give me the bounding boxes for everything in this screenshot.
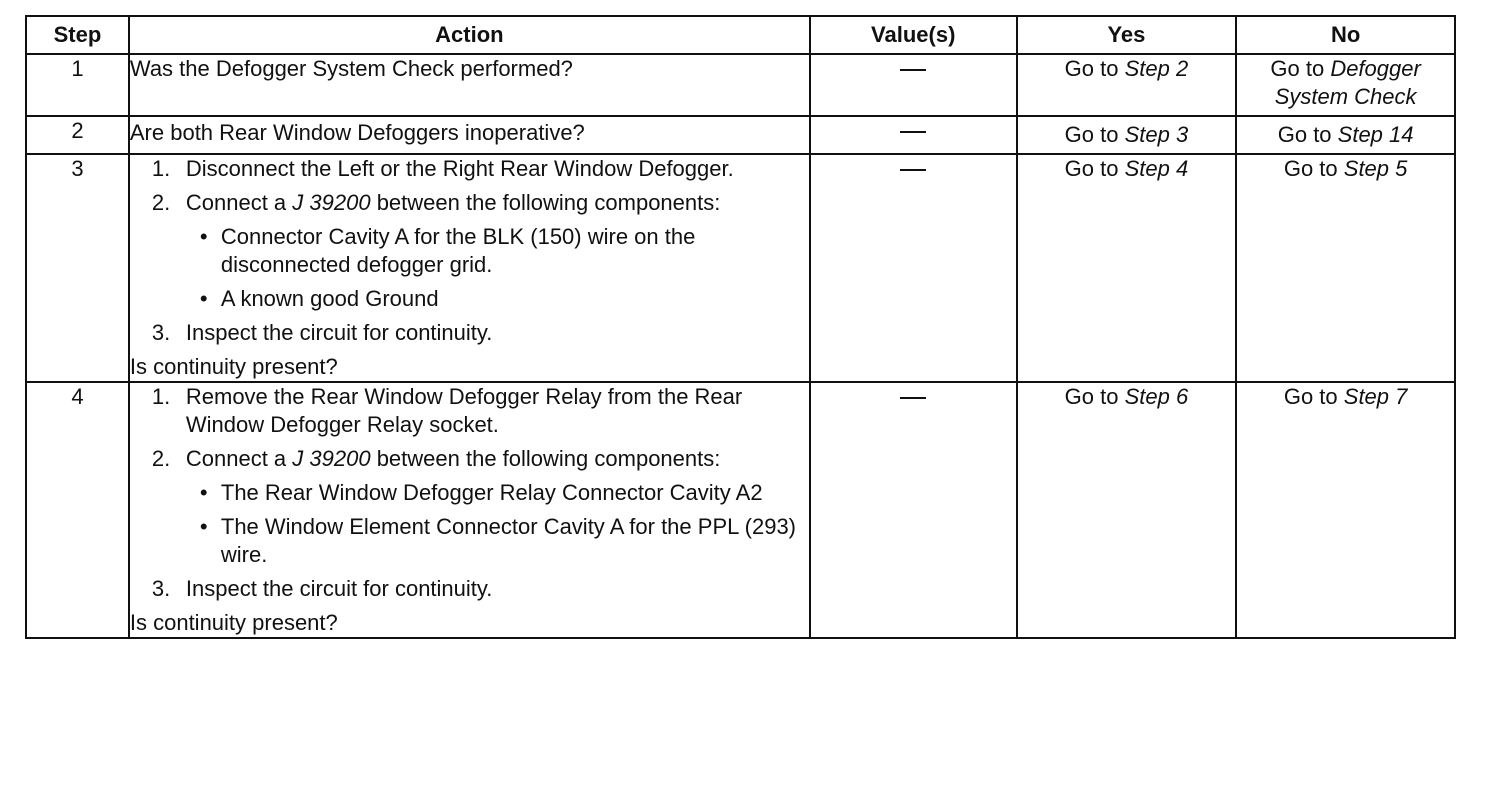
item-number: 3. [151, 320, 171, 345]
header-row [26, 16, 1455, 54]
procedure-list [130, 155, 809, 347]
question-text: Is continuity present? [129, 610, 338, 635]
value-cell [810, 154, 1017, 382]
empty-value-dash [900, 131, 926, 133]
yes-result [1017, 154, 1237, 382]
item-text-pre: Connect a [185, 190, 293, 215]
header-no: No [1236, 16, 1455, 54]
procedure-item [130, 189, 809, 313]
step-number: 1 [26, 54, 129, 116]
no-step-link[interactable]: Step 14 [1337, 122, 1414, 147]
item-number: 2. [151, 446, 171, 471]
step-number: 4 [26, 382, 129, 638]
yes-step-link[interactable]: Step 3 [1124, 122, 1189, 147]
yes-result [1017, 382, 1237, 638]
bullet-item [186, 285, 809, 313]
no-prefix: Go to [1277, 122, 1338, 147]
yes-prefix: Go to [1064, 384, 1125, 409]
yes-step-link[interactable]: Step 2 [1124, 56, 1189, 81]
value-cell [810, 382, 1017, 638]
yes-step-link[interactable]: Step 6 [1124, 384, 1189, 409]
item-text: Remove the Rear Window Defogger Relay from the Rear Window Defogger Relay socket. [185, 384, 743, 437]
yes-step-link[interactable]: Step 4 [1124, 156, 1189, 181]
item-text: Disconnect the Left or the Right Rear Window Defogger. [185, 156, 734, 181]
bullet-item [186, 479, 809, 507]
value-cell [810, 54, 1017, 116]
procedure-item [130, 155, 809, 183]
item-number: 1. [151, 384, 171, 409]
item-text: Inspect the circuit for continuity. [185, 576, 493, 601]
table-row [26, 54, 1455, 116]
header-step: Step [26, 16, 129, 54]
no-result [1236, 54, 1455, 116]
empty-value-dash [900, 169, 926, 171]
no-result [1236, 116, 1455, 154]
item-number: 3. [151, 576, 171, 601]
no-step-link[interactable]: Step 5 [1343, 156, 1408, 181]
yes-result [1017, 54, 1237, 116]
bullet-text: The Window Element Connector Cavity A for the PPL (293) wire. [220, 514, 797, 567]
yes-result [1017, 116, 1237, 154]
bullet-marker: • [199, 286, 208, 311]
yes-prefix: Go to [1064, 122, 1125, 147]
empty-value-dash [900, 397, 926, 399]
no-prefix: Go to [1283, 156, 1344, 181]
no-step-link[interactable]: Step 7 [1343, 384, 1408, 409]
header-value: Value(s) [810, 16, 1017, 54]
value-cell [810, 116, 1017, 154]
item-text-post: between the following components: [370, 446, 721, 471]
bullet-text: The Rear Window Defogger Relay Connector Cavity A2 [220, 480, 763, 505]
no-step-link[interactable]: Defogger System Check [1274, 56, 1421, 109]
question-text: Is continuity present? [129, 354, 338, 379]
item-number: 1. [151, 156, 171, 181]
procedure-item [130, 319, 809, 347]
bullet-marker: • [199, 514, 208, 539]
diagnostic-table [25, 15, 1456, 639]
tool-name: J 39200 [292, 446, 371, 471]
action-text: Was the Defogger System Check performed? [129, 54, 810, 116]
procedure-list [130, 383, 809, 603]
bullet-list [186, 223, 809, 313]
item-number: 2. [151, 190, 171, 215]
action-text: Are both Rear Window Defoggers inoperative? [129, 116, 810, 154]
bullet-item [186, 513, 809, 569]
item-text-post: between the following components: [370, 190, 721, 215]
yes-prefix: Go to [1064, 156, 1125, 181]
item-text-pre: Connect a [185, 446, 293, 471]
step-number: 3 [26, 154, 129, 382]
no-prefix: Go to [1283, 384, 1344, 409]
header-yes: Yes [1017, 16, 1237, 54]
bullet-marker: • [199, 224, 208, 249]
bullet-marker: • [199, 480, 208, 505]
table-row [26, 116, 1455, 154]
tool-name: J 39200 [292, 190, 371, 215]
no-prefix: Go to [1270, 56, 1331, 81]
no-result [1236, 382, 1455, 638]
procedure-item [130, 445, 809, 569]
bullet-item [186, 223, 809, 279]
procedure-item [130, 575, 809, 603]
bullet-text: A known good Ground [220, 286, 439, 311]
no-result [1236, 154, 1455, 382]
empty-value-dash [900, 69, 926, 71]
action-cell [129, 154, 810, 382]
action-cell [129, 382, 810, 638]
bullet-text: Connector Cavity A for the BLK (150) wire on the disconnected defogger grid. [220, 224, 696, 277]
procedure-item [130, 383, 809, 439]
table-row [26, 154, 1455, 382]
bullet-list [186, 479, 809, 569]
header-action: Action [129, 16, 810, 54]
item-text: Inspect the circuit for continuity. [185, 320, 493, 345]
step-number: 2 [26, 116, 129, 154]
yes-prefix: Go to [1064, 56, 1125, 81]
table-row [26, 382, 1455, 638]
